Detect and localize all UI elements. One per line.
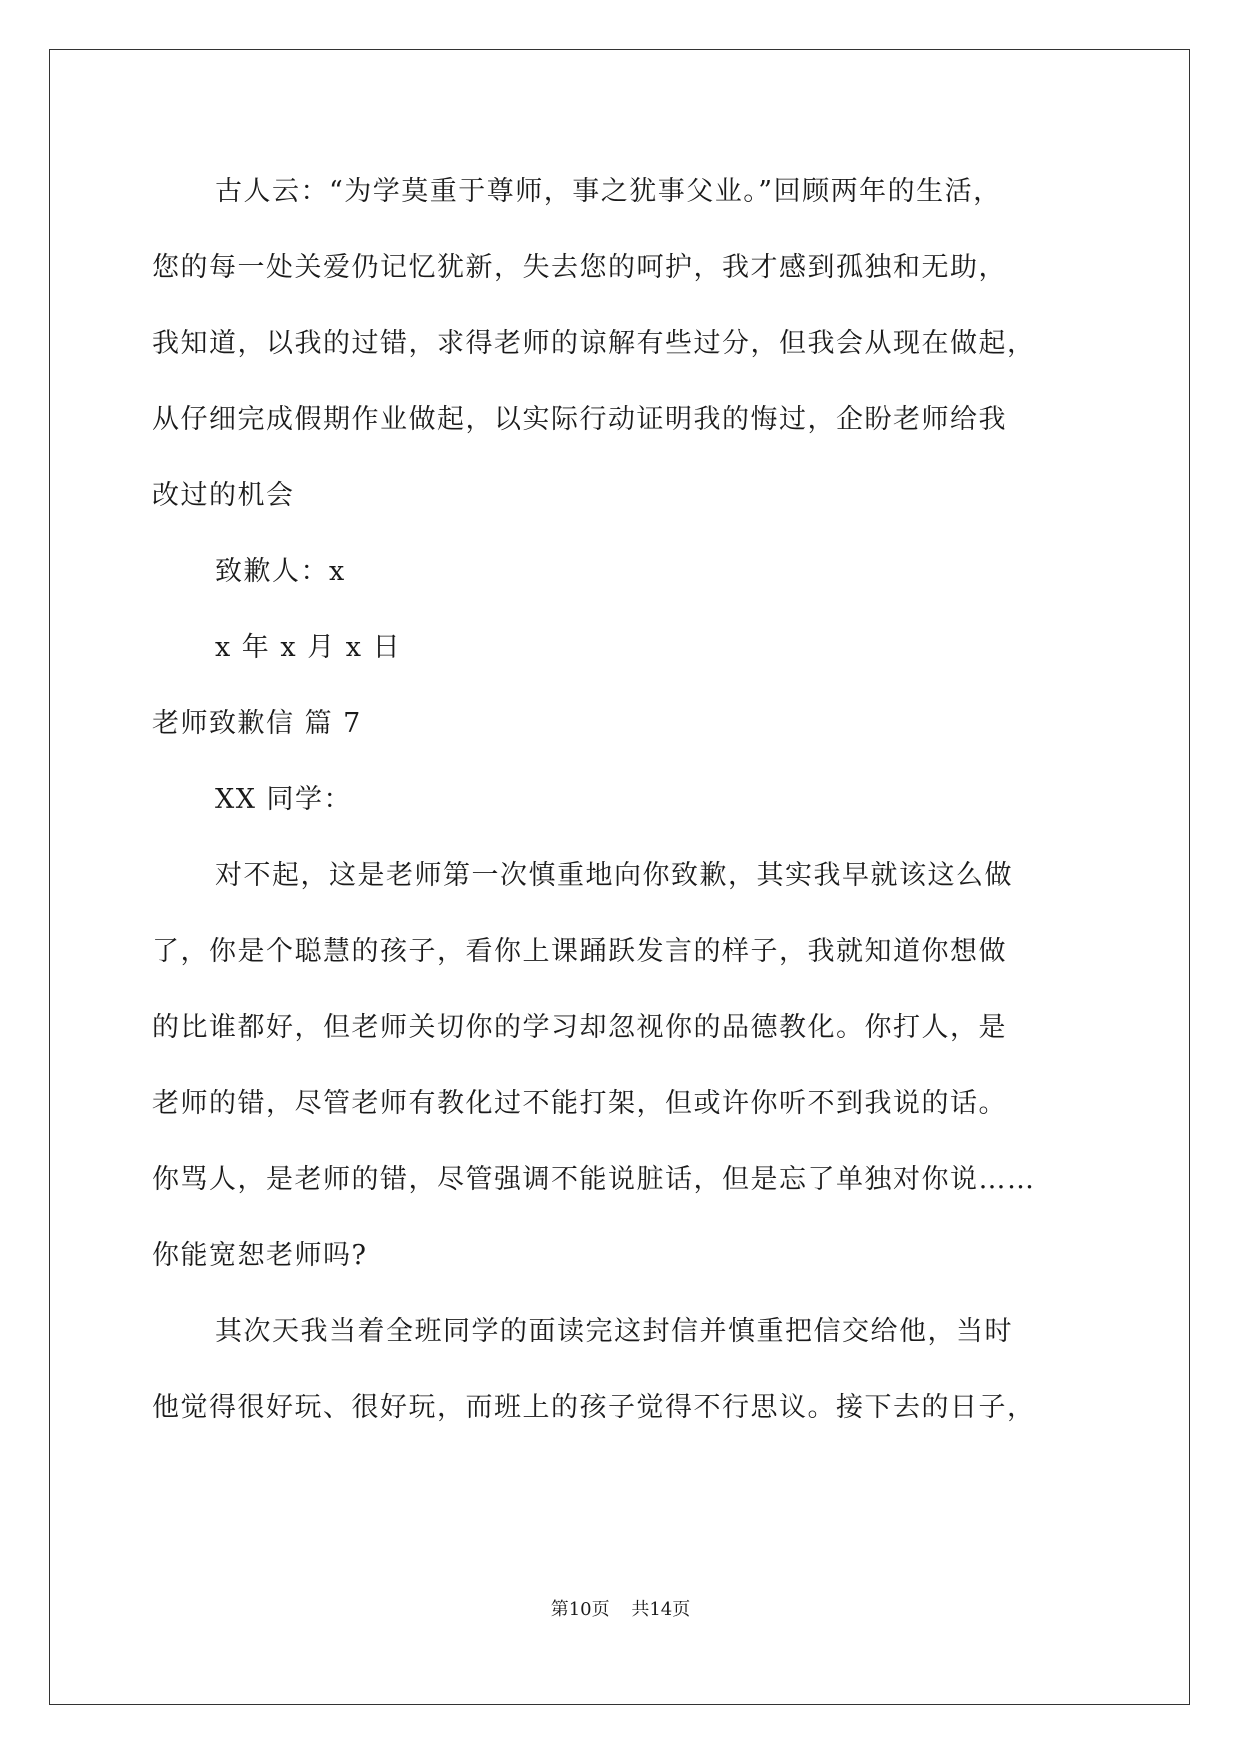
paragraph-line: 您的每一处关爱仍记忆犹新，失去您的呵护，我才感到孤独和无助， — [152, 252, 1007, 283]
paragraph-line: 的比谁都好，但老师关切你的学习却忽视你的品德教化。你打人，是 — [152, 1012, 1007, 1043]
paragraph-line: 其次天我当着全班同学的面读完这封信并慎重把信交给他，当时 — [215, 1316, 1013, 1347]
section-heading: 老师致歉信 篇 7 — [152, 708, 362, 739]
paragraph-line: 古人云：“为学莫重于尊师，事之犹事父业。”回顾两年的生活， — [215, 176, 1002, 207]
paragraph-line: 从仔细完成假期作业做起，以实际行动证明我的悔过，企盼老师给我 — [152, 404, 1007, 435]
paragraph-line: 了，你是个聪慧的孩子，看你上课踊跃发言的样子，我就知道你想做 — [152, 936, 1007, 967]
page-total: 共14页 — [631, 1599, 691, 1620]
date-line: x 年 x 月 x 日 — [215, 632, 402, 663]
page-number: 第10页 — [550, 1599, 610, 1620]
paragraph-line: 你能宽恕老师吗? — [152, 1240, 368, 1271]
paragraph-line: 他觉得很好玩、很好玩，而班上的孩子觉得不行思议。接下去的日子， — [152, 1392, 1036, 1423]
paragraph-line: 改过的机会 — [152, 480, 295, 511]
paragraph-line: 老师的错，尽管老师有教化过不能打架，但或许你听不到我说的话。 — [152, 1088, 1007, 1119]
paragraph-line: 对不起，这是老师第一次慎重地向你致歉，其实我早就该这么做 — [215, 860, 1013, 891]
signature-line: 致歉人：x — [215, 556, 346, 587]
paragraph-line: 我知道，以我的过错，求得老师的谅解有些过分，但我会从现在做起， — [152, 328, 1036, 359]
page-footer — [0, 1598, 1241, 1622]
paragraph-line: 你骂人，是老师的错，尽管强调不能说脏话，但是忘了单独对你说…… — [152, 1164, 1036, 1195]
salutation-line: XX 同学： — [215, 784, 353, 815]
